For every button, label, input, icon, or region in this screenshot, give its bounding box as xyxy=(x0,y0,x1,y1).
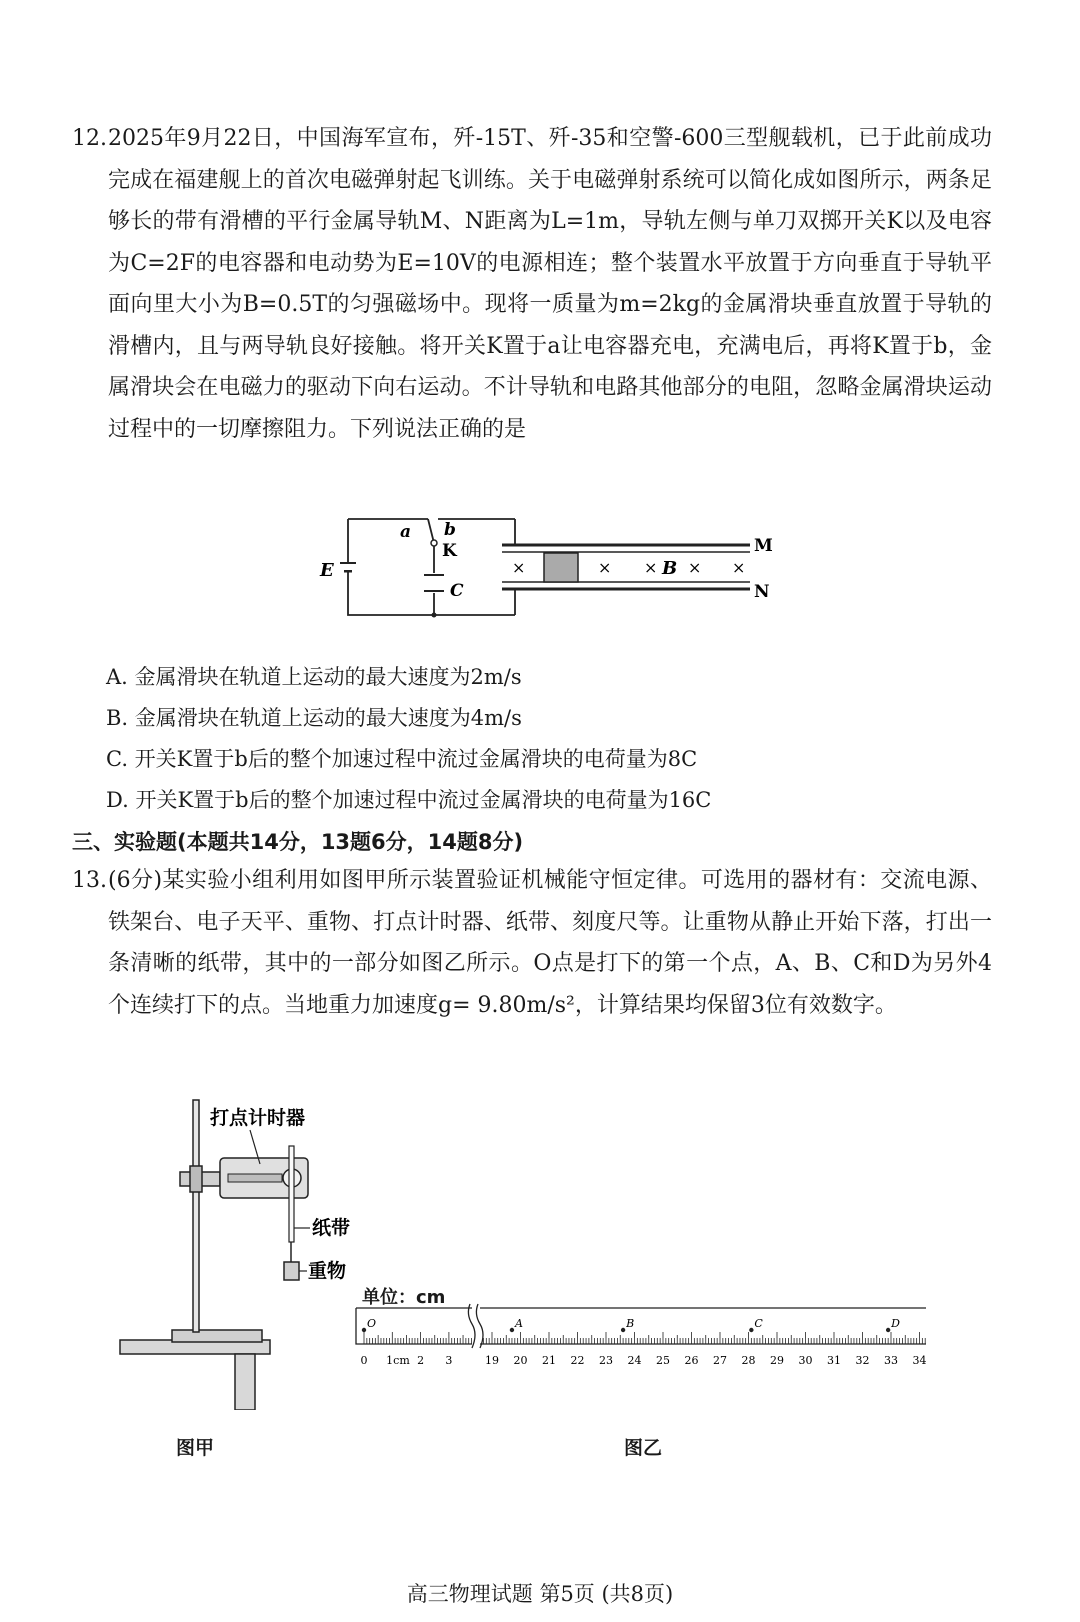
label-weight: 重物 xyxy=(308,1260,347,1282)
caption-fig-yi: 图乙 xyxy=(624,1437,663,1459)
question-13 xyxy=(72,860,992,1026)
tape-dot-label: O xyxy=(367,1317,377,1330)
ruler-tick-label: 20 xyxy=(513,1354,528,1367)
ruler-tick-label: 24 xyxy=(627,1354,642,1367)
label-B: B xyxy=(662,558,678,579)
question-text: (6分)某实验小组利用如图甲所示装置验证机械能守恒定律。可选用的器材有：交流电源、铁架台、电子天平、重物、打点计时器、纸带、刻度尺等。让重物从静止开始下落，打出一条清晰的纸带，其中的一部分如图乙所示。O点是打下的第一个点，A、B、C和D为另外4个连续打下的点。当地重力加速度g= 9.80m/s²，计算结果均保留3位有效数字。 xyxy=(108,868,992,1018)
option-d: D. 开关K置于b后的整个加速过程中流过金属滑块的电荷量为16C xyxy=(106,788,712,812)
option-a: A. 金属滑块在轨道上运动的最大速度为2m/s xyxy=(106,665,522,689)
circuit-figure xyxy=(310,505,790,630)
ruler-tick-label: 28 xyxy=(741,1354,756,1367)
ruler-tick-label: 26 xyxy=(684,1354,699,1367)
ruler-tick-label: 29 xyxy=(770,1354,784,1367)
label-M: M xyxy=(754,536,773,556)
option-b: B. 金属滑块在轨道上运动的最大速度为4m/s xyxy=(106,706,522,730)
question-12 xyxy=(72,118,992,450)
label-N: N xyxy=(754,582,770,602)
option-c: C. 开关K置于b后的整个加速过程中流过金属滑块的电荷量为8C xyxy=(106,747,698,771)
ruler-tick-label: 1cm xyxy=(386,1354,410,1367)
ruler-tick-label: 19 xyxy=(485,1354,499,1367)
field-cross: × xyxy=(732,558,746,577)
page-footer: 高三物理试题 第5页 (共8页) xyxy=(406,1582,674,1606)
ruler-tick-label: 33 xyxy=(884,1354,898,1367)
question-number: 12. xyxy=(72,126,107,151)
ruler-tick-label: 31 xyxy=(827,1354,841,1367)
question-number: 13. xyxy=(72,868,107,893)
tape-dot xyxy=(621,1328,625,1332)
label-E: E xyxy=(320,560,334,581)
ruler-tick-label: 2 xyxy=(417,1354,425,1367)
tape-ruler-figure xyxy=(352,1300,932,1380)
label-C: C xyxy=(450,581,464,601)
label-K: K xyxy=(442,541,457,561)
weight-block xyxy=(284,1262,299,1280)
tape-dot xyxy=(510,1328,514,1332)
question-text: 2025年9月22日，中国海军宣布，歼-15T、歼-35和空警-600三型舰载机，已于此前成功完成在福建舰上的首次电磁弹射起飞训练。关于电磁弹射系统可以简化成如图所示，两条足够长的带有滑槽的平行金属导轨M、N距离为L=1m，导轨左侧与单刀双掷开关K以及电容为C=2F的电容器和电动势为E=10V的电源相连；整个装置水平放置于方向垂直于导轨平面向里大小为B=0.5T的匀强磁场中。现将一质量为m=2kg的金属滑块垂直放置于导轨的滑槽内，且与两导轨良好接触。将开关K置于a让电容器充电，充满电后，再将K置于b，金属滑块会在电磁力的驱动下向右运动。不计导轨和电路其他部分的电阻，忽略金属滑块运动过程中的一切摩擦阻力。下列说法正确的是 xyxy=(108,126,992,442)
caption-fig-jia: 图甲 xyxy=(176,1437,215,1459)
section-heading: 三、实验题(本题共14分，13题6分，14题8分) xyxy=(72,830,524,854)
tape-dot-label: D xyxy=(891,1317,900,1330)
ruler-tick-label: 34 xyxy=(912,1354,927,1367)
ruler-tick-label: 32 xyxy=(855,1354,870,1367)
field-cross: × xyxy=(688,558,702,577)
ruler-tick-label: 30 xyxy=(798,1354,813,1367)
ruler-tick-label: 27 xyxy=(713,1354,727,1367)
field-cross: × xyxy=(644,558,658,577)
paper-tape xyxy=(289,1146,294,1242)
label-a: a xyxy=(400,522,412,542)
tape-unit-label: 单位：cm xyxy=(362,1287,446,1308)
field-cross: × xyxy=(598,558,612,577)
tape-outline xyxy=(356,1308,926,1344)
ruler-tick-label: 3 xyxy=(445,1354,453,1367)
label-timer: 打点计时器 xyxy=(210,1107,306,1129)
ruler-tick-label: 23 xyxy=(599,1354,613,1367)
tape-dot xyxy=(362,1328,366,1332)
tape-break xyxy=(476,1304,483,1348)
tape-dot xyxy=(749,1328,753,1332)
label-b: b xyxy=(444,520,456,540)
ruler-tick-label: 25 xyxy=(656,1354,670,1367)
label-tape: 纸带 xyxy=(312,1217,351,1239)
apparatus-figure xyxy=(110,1090,370,1410)
ruler-tick-label: 0 xyxy=(360,1354,368,1367)
ruler-tick-label: 22 xyxy=(570,1354,585,1367)
tape-dot xyxy=(886,1328,890,1332)
metal-slider xyxy=(544,553,578,582)
field-cross: × xyxy=(512,558,526,577)
ruler-tick-label: 21 xyxy=(542,1354,556,1367)
tape-dot-label: A xyxy=(514,1317,523,1330)
tape-dot-label: C xyxy=(754,1317,763,1330)
tape-dot-label: B xyxy=(626,1317,635,1330)
